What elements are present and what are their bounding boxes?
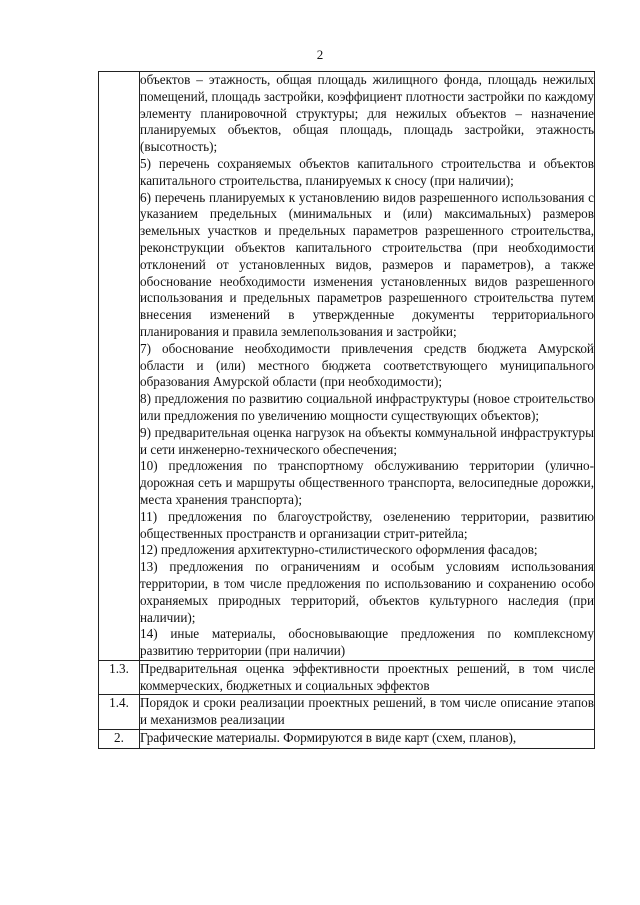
- paragraph: объектов – этажность, общая площадь жилищного фонда, площадь нежилых помещений, площадь застройки, коэффициент плотности застройки по каждому элементу планировочной структуры; для нежилых объектов – назначение планируемых объектов, общая площадь, площадь застройки, этажность (высотность);: [140, 72, 594, 155]
- paragraph: 7) обоснование необходимости привлечения средств бюджета Амурской области и (или) местного бюджета соответствующего муниципального образования Амурской области (при необходимости);: [140, 340, 594, 390]
- row-content: [140, 660, 595, 695]
- table-row: [99, 730, 595, 749]
- row-number: 2.: [99, 730, 140, 749]
- requirements-table: [98, 71, 595, 749]
- row-content: [140, 72, 595, 661]
- row-number: [99, 72, 140, 661]
- table-row: [99, 660, 595, 695]
- row-number: 1.4.: [99, 695, 140, 730]
- paragraph: 14) иные материалы, обосновывающие предложения по комплексному развитию территории (при наличии): [140, 626, 594, 659]
- row-content: [140, 695, 595, 730]
- paragraph: 12) предложения архитектурно-стилистического оформления фасадов;: [140, 542, 538, 558]
- paragraph: 10) предложения по транспортному обслуживанию территории (улично-дорожная сеть и маршруты общественного транспорта, велосипедные дорожки, места хранения транспорта);: [140, 458, 594, 507]
- paragraph: Предварительная оценка эффективности проектных решений, в том числе коммерческих, бюджетных и социальных эффектов: [140, 660, 594, 693]
- paragraph: 9) предварительная оценка нагрузок на объекты коммунальной инфраструктуры и сети инженерно-технического обеспечения;: [140, 424, 594, 457]
- row-content: [140, 730, 595, 749]
- table-row: [99, 72, 595, 661]
- paragraph: Порядок и сроки реализации проектных решений, в том числе описание этапов и механизмов реализации: [140, 695, 594, 728]
- page-number: 2: [316, 47, 324, 62]
- paragraph: 11) предложения по благоустройству, озеленению территории, развитию общественных пространств и организации стрит-ритейла;: [140, 508, 594, 541]
- paragraph: Графические материалы. Формируются в виде карт (схем, планов),: [140, 730, 517, 746]
- paragraph: 5) перечень сохраняемых объектов капитального строительства и объектов капитального строительства, планируемых к сносу (при наличии);: [140, 155, 594, 188]
- paragraph: 6) перечень планируемых к установлению видов разрешенного использования с указанием предельных (минимальных и (или) максимальных) размеров земельных участков и предельных параметров разрешенного строительства, реконструкции объектов капитального строительства (при необходимости отклонений от установленных видов, размеров и параметров), а также обоснование необходимости изменения установленных видов разрешенного использования и предельных параметров разрешенного строительства путем внесения изменений в утвержденные документы территориального планирования и правила землепользования и застройки;: [140, 189, 594, 339]
- table-row: [99, 695, 595, 730]
- row-number: 1.3.: [99, 660, 140, 695]
- paragraph: 13) предложения по ограничениям и особым условиям использования территории, в том числе предложения по использованию и сохранению особо охраняемых природных территорий, объектов культурного наследия (при наличии);: [140, 559, 594, 625]
- paragraph: 8) предложения по развитию социальной инфраструктуры (новое строительство или предложения по увеличению мощности существующих объектов);: [140, 391, 594, 423]
